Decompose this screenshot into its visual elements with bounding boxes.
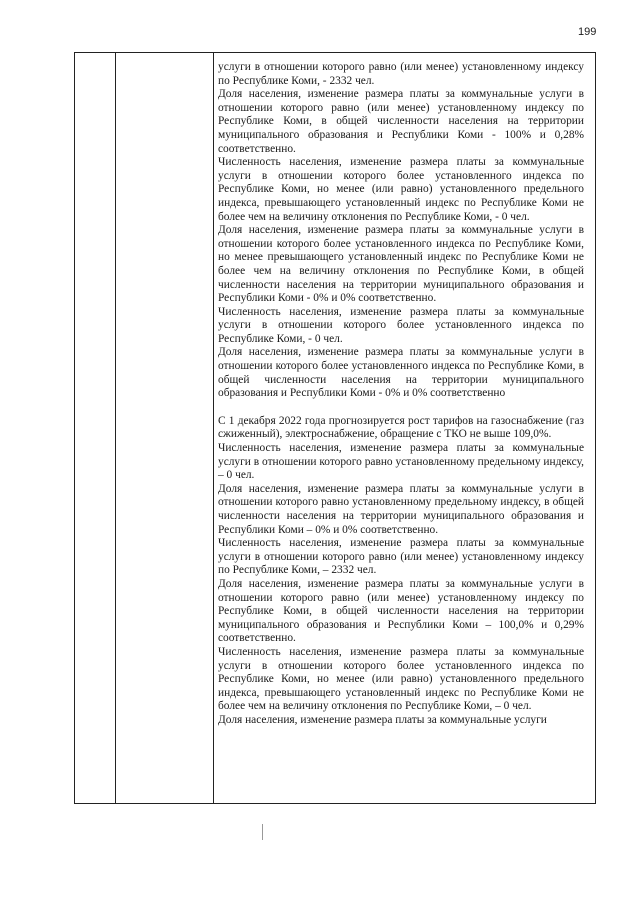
paragraph: Численность населения, изменение размера платы за коммунальные услуги в отношении которого равно (или менее) установленному индексу по Республике Коми, – 2332 чел.: [218, 537, 584, 577]
page-number: 199: [578, 26, 597, 38]
paragraph: услуги в отношении которого равно (или менее) установленному индексу по Республике Коми, - 2332 чел.: [218, 61, 584, 87]
paragraph: Численность населения, изменение размера платы за коммунальные услуги в отношении которого более установленного индекса по Республике Коми, но менее (или равно) установленного предельного индекса, превышающего установленный индекс по Республике Коми не более чем на величину отклонения по Республике Коми, - 0 чел.: [218, 156, 584, 223]
scan-artifact-line: [262, 824, 263, 840]
paragraph: Численность населения, изменение размера платы за коммунальные услуги в отношении которого более установленного индекса по Республике Коми, - 0 чел.: [218, 305, 584, 345]
paragraph: Доля населения, изменение размера платы за коммунальные услуги в отношении которого равно (или менее) установленному индексу по Республике Коми, в общей численности населения на территории муниципального образования и Республики Коми – 100,0% и 0,29% соответственно.: [218, 577, 584, 645]
table-column-divider: [213, 53, 214, 803]
paragraph: Численность населения, изменение размера платы за коммунальные услуги в отношении которого равно установленному предельному индексу, – 0 чел.: [218, 442, 584, 482]
paragraph: С 1 декабря 2022 года прогнозируется рост тарифов на газоснабжение (газ сжиженный), электроснабжение, обращение с ТКО не выше 109,0%.: [218, 414, 584, 441]
table-column-divider: [115, 53, 116, 803]
paragraph: Доля населения, изменение размера платы за коммунальные услуги в отношении которого равно установленному предельному индексу, в общей численности населения на территории муниципального образования и Республики Коми – 0% и 0% соответственно.: [218, 482, 584, 536]
paragraph: Доля населения, изменение размера платы за коммунальные услуги: [218, 713, 547, 726]
table-text-cell: [218, 61, 584, 728]
document-table: [74, 52, 596, 804]
paragraph: Доля населения, изменение размера платы за коммунальные услуги в отношении которого более установленного индекса по Республике Коми, но менее превышающего установленный индекс по Республике Коми не более чем на величину отклонения по Республике Коми, в общей численности населения на территории муниципального образования и Республики Коми - 0% и 0% соответственно.: [218, 224, 584, 305]
paragraph: Численность населения, изменение размера платы за коммунальные услуги в отношении которого более установленного индекса по Республике Коми, но менее (или равно) установленного предельного индекса, превышающего установленный индекс по Республике Коми не более чем на величину отклонения по Республике Коми, – 0 чел.: [218, 645, 584, 713]
paragraph: Доля населения, изменение размера платы за коммунальные услуги в отношении которого равно (или менее) установленному индексу по Республике Коми, в общей численности населения на территории муниципального образования и Республики Коми - 100% и 0,28% соответственно.: [218, 88, 584, 155]
paragraph: Доля населения, изменение размера платы за коммунальные услуги в отношении которого более установленного индекса по Республике Коми, в общей численности населения на территории муниципального образования и Республики Коми - 0% и 0% соответственно: [218, 346, 584, 400]
